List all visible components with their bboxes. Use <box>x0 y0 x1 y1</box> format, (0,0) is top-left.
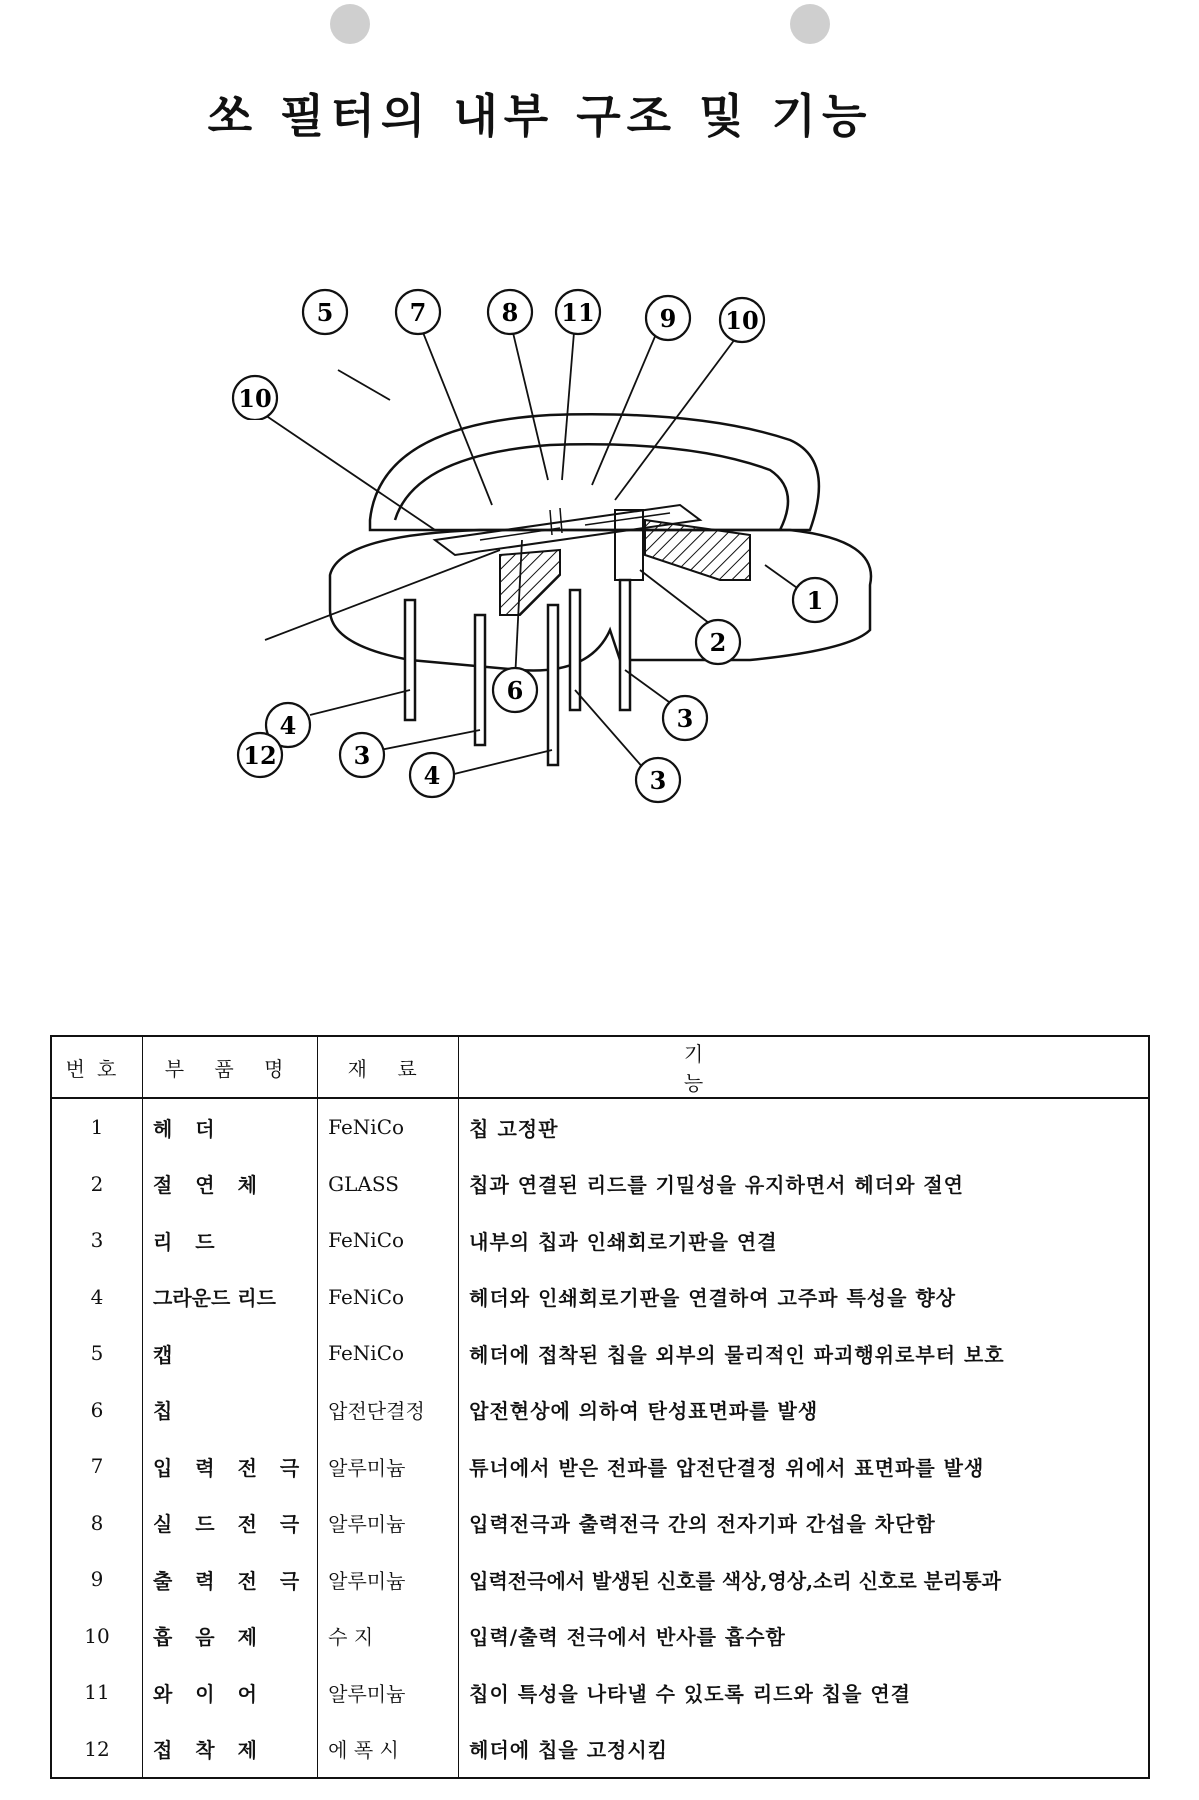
cell-part-name: 접 착 제 <box>143 1721 318 1779</box>
table-body <box>51 1098 1149 1778</box>
callout-3b: 3 <box>353 741 371 770</box>
diagram-top-callouts <box>230 280 790 420</box>
callout-8: 8 <box>501 298 519 327</box>
lead-center <box>570 590 580 710</box>
cell-number: 9 <box>51 1551 143 1608</box>
callout-3a: 3 <box>676 704 694 733</box>
cell-function: 헤더와 인쇄회로기판을 연결하여 고주파 특성을 향상 <box>469 1286 957 1311</box>
cell-material: FeNiCo <box>318 1325 459 1382</box>
callout-12: 12 <box>243 741 277 770</box>
callout-7: 7 <box>409 298 427 327</box>
cell-function: 헤더에 접착된 칩을 외부의 물리적인 파괴행위로부터 보호 <box>469 1342 1005 1367</box>
callout-4b: 4 <box>423 761 441 790</box>
cell-number: 6 <box>51 1382 143 1439</box>
callout-10b-circle <box>720 298 764 342</box>
cell-number: 8 <box>51 1495 143 1552</box>
cell-material: GLASS <box>318 1156 459 1213</box>
table-row <box>51 1551 1149 1608</box>
header-function: 기 능 <box>459 1036 1149 1098</box>
header-part-name: 부 품 명 <box>143 1036 318 1098</box>
cell-function: 압전현상에 의하여 탄성표면파를 발생 <box>469 1399 819 1424</box>
cell-function: 헤더에 칩을 고정시킴 <box>469 1738 668 1763</box>
cell-function: 칩이 특성을 나타낼 수 있도록 리드와 칩을 연결 <box>469 1681 911 1706</box>
diagram-left-callout <box>230 725 290 785</box>
callout-11-circle <box>556 290 600 334</box>
callout-7-circle <box>396 290 440 334</box>
header-number: 번호 <box>51 1036 143 1098</box>
cell-number: 4 <box>51 1269 143 1326</box>
cell-function: 입력/출력 전극에서 반사를 흡수함 <box>469 1625 786 1650</box>
table-row <box>51 1382 1149 1439</box>
callout-4b-circle <box>410 753 454 797</box>
cell-number: 12 <box>51 1721 143 1779</box>
page-title: 쏘 필터의 내부 구조 및 기능 <box>207 89 873 143</box>
table-row <box>51 1608 1149 1665</box>
cell-function: 입력전극과 출력전극 간의 전자기파 간섭을 차단함 <box>469 1512 936 1537</box>
cell-number: 5 <box>51 1325 143 1382</box>
cell-function: 튜너에서 받은 전파를 압전단결정 위에서 표면파를 발생 <box>469 1455 985 1480</box>
cell-material: 알루미늄 <box>318 1551 459 1608</box>
cell-material: FeNiCo <box>318 1212 459 1269</box>
cell-part-name: 그라운드 리드 <box>143 1269 318 1326</box>
lead-left <box>475 615 485 745</box>
callout-5-circle-top <box>303 290 347 334</box>
callout-4a: 4 <box>279 711 297 740</box>
cell-number: 1 <box>51 1098 143 1156</box>
table-row <box>51 1269 1149 1326</box>
punch-hole-left <box>330 4 370 44</box>
table-row <box>51 1098 1149 1156</box>
callout-3b-circle <box>340 733 384 777</box>
cell-function: 내부의 칩과 인쇄회로기판을 연결 <box>469 1229 778 1254</box>
callout-3a-circle <box>663 696 707 740</box>
table-row <box>51 1721 1149 1779</box>
ground-lead-center <box>548 605 558 765</box>
callout-11: 11 <box>561 298 595 327</box>
callout-2-circle <box>696 620 740 664</box>
ground-lead-left <box>405 600 415 720</box>
callout-10a-circle <box>233 376 277 420</box>
cell-part-name: 캡 <box>143 1325 318 1382</box>
callout-1-circle <box>793 578 837 622</box>
callout-3c: 3 <box>649 766 667 795</box>
cell-number: 3 <box>51 1212 143 1269</box>
cell-material: 에 폭 시 <box>318 1721 459 1779</box>
cell-part-name: 출 력 전 극 <box>143 1551 318 1608</box>
cell-part-name: 헤 더 <box>143 1098 318 1156</box>
callout-10b: 10 <box>725 306 759 335</box>
table-row <box>51 1325 1149 1382</box>
cell-material: 알루미늄 <box>318 1664 459 1721</box>
callout-9: 9 <box>659 304 677 333</box>
cell-number: 11 <box>51 1664 143 1721</box>
cell-material: 알루미늄 <box>318 1495 459 1552</box>
cell-material: 알루미늄 <box>318 1438 459 1495</box>
header-material: 재 료 <box>318 1036 459 1098</box>
cell-part-name: 입 력 전 극 <box>143 1438 318 1495</box>
callout-6: 6 <box>506 676 524 705</box>
punch-hole-right <box>790 4 830 44</box>
cell-material: 압전단결정 <box>318 1382 459 1439</box>
table-header-row <box>51 1036 1149 1098</box>
cell-function: 칩 고정판 <box>469 1116 559 1141</box>
cell-part-name: 리 드 <box>143 1212 318 1269</box>
callout-2: 2 <box>709 628 727 657</box>
cell-part-name: 절 연 체 <box>143 1156 318 1213</box>
table-row <box>51 1212 1149 1269</box>
callout-5: 5 <box>316 298 334 327</box>
callout-6-circle <box>493 668 537 712</box>
lead-right <box>620 580 630 710</box>
callout-10a: 10 <box>238 384 272 413</box>
cell-material: 수 지 <box>318 1608 459 1665</box>
callout-1: 1 <box>806 586 824 615</box>
cell-material: FeNiCo <box>318 1269 459 1326</box>
cell-material: FeNiCo <box>318 1098 459 1156</box>
cell-number: 2 <box>51 1156 143 1213</box>
cell-function: 칩과 연결된 리드를 기밀성을 유지하면서 헤더와 절연 <box>469 1173 964 1198</box>
cell-part-name: 와 이 어 <box>143 1664 318 1721</box>
table-row <box>51 1156 1149 1213</box>
cell-number: 7 <box>51 1438 143 1495</box>
cell-number: 10 <box>51 1608 143 1665</box>
table-row <box>51 1495 1149 1552</box>
cell-part-name: 실 드 전 극 <box>143 1495 318 1552</box>
parts-table <box>50 1035 1150 1779</box>
table-row <box>51 1438 1149 1495</box>
cell-part-name: 칩 <box>143 1382 318 1439</box>
cell-part-name: 흡 음 제 <box>143 1608 318 1665</box>
callout-8-circle <box>488 290 532 334</box>
cell-function: 입력전극에서 발생된 신호를 색상,영상,소리 신호로 분리통과 <box>469 1568 1001 1593</box>
callout-9-circle <box>646 296 690 340</box>
table-row <box>51 1664 1149 1721</box>
callout-3c-circle <box>636 758 680 802</box>
